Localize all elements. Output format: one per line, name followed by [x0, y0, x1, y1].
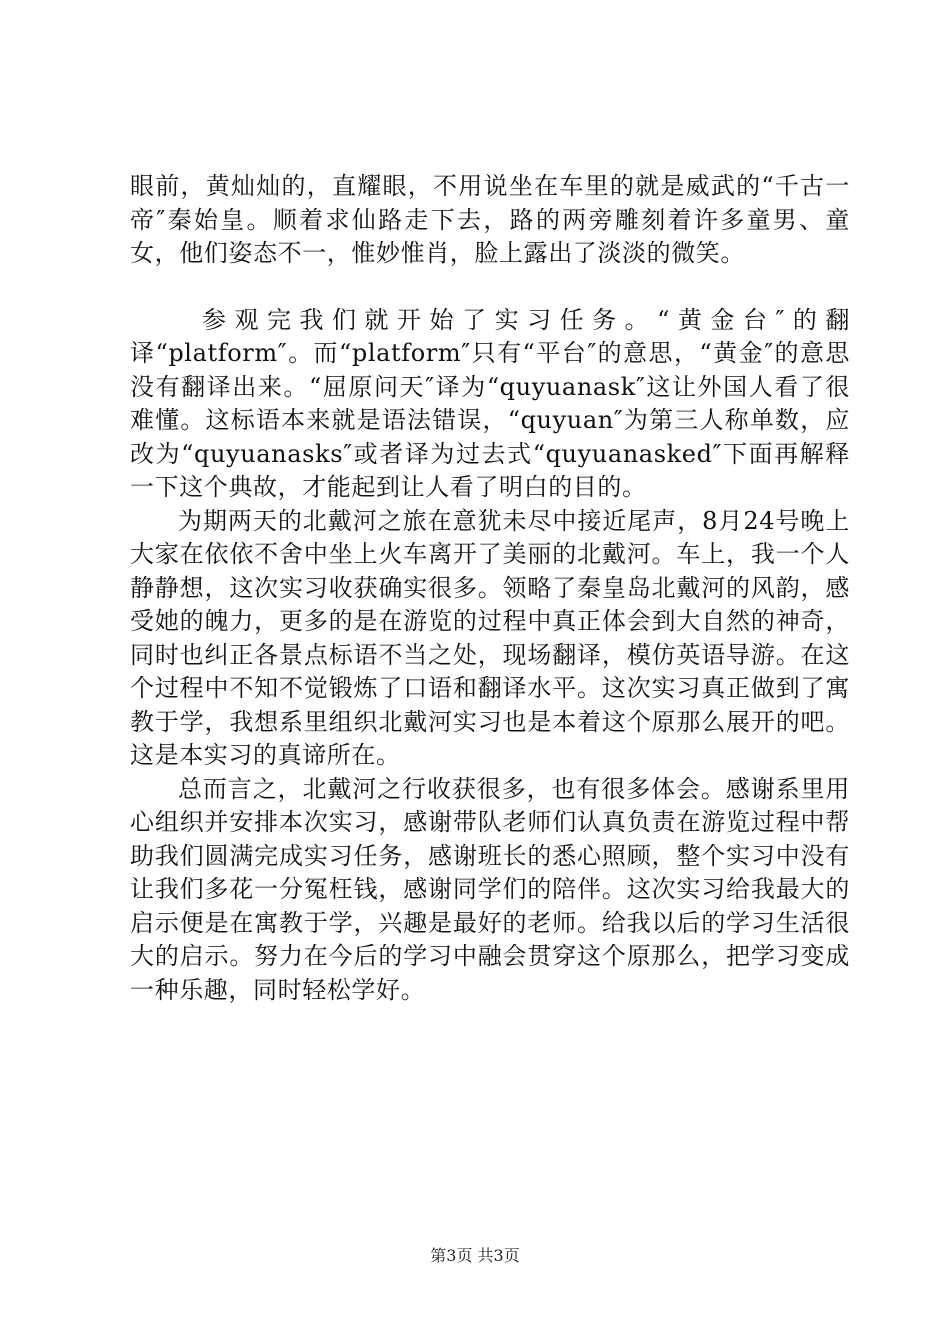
- paragraph-translation-task: 参观完我们就开始了实习任务。“黄金台″的翻译“platform″。而“platform″只有“平台″的意思，“黄金″的意思没有翻译出来。“屈原问天″译为“quyuanask″这让外国人看了很难懂。这标语本来就是语法错误，“quyuan″为第三人称单数，应改为“quyuanasks″或者译为过去式“quyuanasked″下面再解释一下这个典故，才能起到让人看了明白的目的。: [130, 305, 850, 501]
- paragraph-trip-ending: 为期两天的北戴河之旅在意犹未尽中接近尾声，8月24号晚上大家在依依不舍中坐上火车离开了美丽的北戴河。车上，我一个人静静想，这次实习收获确实很多。领略了秦皇岛北戴河的风韵，感受她的魄力，更多的是在游览的过程中真正体会到大自然的神奇，同时也纠正各景点标语不当之处，现场翻译，模仿英语导游。在这个过程中不知不觉锻炼了口语和翻译水平。这次实习真正做到了寓教于学，我想系里组织北戴河实习也是本着这个原那么展开的吧。这是本实习的真谛所在。: [130, 506, 850, 769]
- paragraph-intro-continuation: 眼前，黄灿灿的，直耀眼，不用说坐在车里的就是威武的“千古一帝″秦始皇。顺着求仙路走下去，路的两旁雕刻着许多童男、童女，他们姿态不一，惟妙惟肖，脸上露出了淡淡的微笑。: [130, 172, 850, 267]
- page-number-footer: 第3页 共3页: [430, 1246, 520, 1265]
- paragraph-conclusion: 总而言之，北戴河之行收获很多，也有很多体会。感谢系里用心组织并安排本次实习，感谢带队老师们认真负责在游览过程中帮助我们圆满完成实习任务，感谢班长的悉心照顾，整个实习中没有让我们多花一分冤枉钱，感谢同学们的陪伴。这次实习给我最大的启示便是在寓教于学，兴趣是最好的老师。给我以后的学习生活很大的启示。努力在今后的学习中融会贯穿这个原那么，把学习变成一种乐趣，同时轻松学好。: [130, 774, 850, 1004]
- document-body: [130, 170, 850, 1007]
